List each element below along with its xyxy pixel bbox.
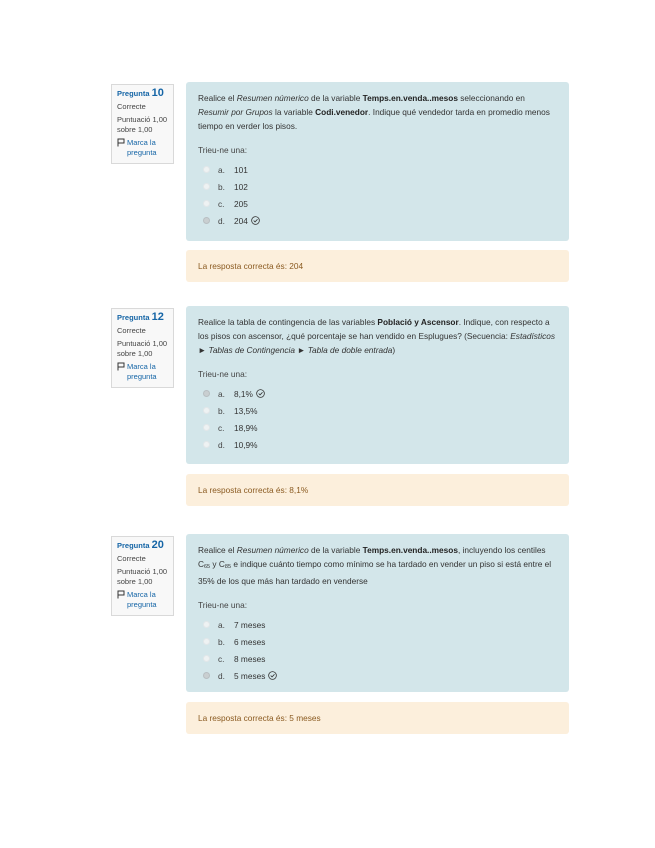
option-value: 7 meses [234, 619, 266, 630]
radio-button[interactable] [203, 441, 210, 448]
radio-button[interactable] [203, 655, 210, 662]
flag-icon [117, 138, 125, 147]
answer-option[interactable] [203, 195, 558, 212]
answer-option[interactable] [203, 436, 558, 453]
question-formulation [186, 306, 569, 464]
option-value: 13,5% [234, 405, 258, 416]
question-text: Realice el Resumen númerico de la variable Temps.en.venda..mesos seleccionando en Resumir por Grupos la variable Codi.venedor. Indique qué vendedor tarda en promedio menos tiempo en verder los pisos. [198, 93, 550, 131]
flag-question-link[interactable] [117, 362, 169, 382]
answer-option[interactable] [203, 402, 558, 419]
answer-option[interactable] [203, 667, 558, 684]
correct-answer-feedback: La resposta correcta és: 204 [186, 250, 569, 282]
flag-icon [117, 590, 125, 599]
option-value: 10,9% [234, 439, 258, 450]
correct-check-icon [251, 216, 260, 225]
option-letter: d. [218, 215, 225, 226]
question-text: Realice la tabla de contingencia de las variables Població y Ascensor. Indique, con respecto a los pisos con ascensor, ¿qué porcentaje se han vendido en Esplugues? (Secuencia: Estadísticos ► Tablas de Contingencia ► Tabla de doble entrada) [198, 317, 555, 355]
option-letter: c. [218, 653, 225, 664]
answer-option[interactable] [203, 650, 558, 667]
radio-button-selected[interactable] [203, 672, 210, 679]
answer-option[interactable] [203, 161, 558, 178]
radio-button[interactable] [203, 638, 210, 645]
question-number: Pregunta 10 [117, 87, 164, 99]
question-formulation [186, 534, 569, 692]
correct-check-icon [256, 389, 265, 398]
answer-prompt: Trieu-ne una: [198, 369, 248, 379]
question-text: Realice el Resumen númerico de la variable Temps.en.venda..mesos, incluyendo los centiles $C_{65}$ y $C_{85}$ e indique cuánto tiempo como mínimo se ha tardado en vender un piso si está entre el 35% de los que más han tardado en venderse [198, 545, 552, 586]
option-letter: c. [218, 198, 225, 209]
option-value: 101 [234, 164, 248, 175]
answer-option[interactable] [203, 616, 558, 633]
question-info [111, 84, 174, 164]
answer-options [203, 161, 558, 229]
question-grade: Puntuació 1,00 sobre 1,00 [117, 339, 168, 358]
question-info [111, 308, 174, 388]
correct-check-icon [268, 671, 277, 680]
answer-option[interactable] [203, 419, 558, 436]
option-letter: b. [218, 405, 225, 416]
answer-prompt: Trieu-ne una: [198, 145, 248, 155]
option-letter: b. [218, 181, 225, 192]
flag-label: Marca la pregunta [127, 362, 157, 381]
option-letter: b. [218, 636, 225, 647]
correct-answer-feedback: La resposta correcta és: 5 meses [186, 702, 569, 734]
radio-button[interactable] [203, 424, 210, 431]
question-number: Pregunta 12 [117, 311, 164, 323]
radio-button[interactable] [203, 621, 210, 628]
answer-options [203, 385, 558, 453]
answer-option[interactable] [203, 178, 558, 195]
answer-option[interactable] [203, 385, 558, 402]
option-value: 102 [234, 181, 248, 192]
option-letter: a. [218, 164, 225, 175]
option-value: 205 [234, 198, 248, 209]
option-letter: d. [218, 670, 225, 681]
question-info [111, 536, 174, 616]
question-state: Correcte [117, 326, 146, 335]
option-value: 5 meses [234, 670, 266, 681]
option-letter: a. [218, 388, 225, 399]
option-value: 8,1% [234, 388, 253, 399]
option-value: 204 [234, 215, 248, 226]
option-value: 18,9% [234, 422, 258, 433]
correct-answer-feedback: La resposta correcta és: 8,1% [186, 474, 569, 506]
flag-question-link[interactable] [117, 138, 169, 158]
flag-label: Marca la pregunta [127, 590, 157, 609]
option-letter: a. [218, 619, 225, 630]
option-letter: d. [218, 439, 225, 450]
question-number: Pregunta 20 [117, 539, 164, 551]
radio-button-selected[interactable] [203, 390, 210, 397]
answer-option[interactable] [203, 212, 558, 229]
flag-icon [117, 362, 125, 371]
question-state: Correcte [117, 102, 146, 111]
question-state: Correcte [117, 554, 146, 563]
question-formulation [186, 82, 569, 241]
radio-button[interactable] [203, 183, 210, 190]
radio-button-selected[interactable] [203, 217, 210, 224]
option-letter: c. [218, 422, 225, 433]
answer-options [203, 616, 558, 684]
option-value: 8 meses [234, 653, 266, 664]
answer-prompt: Trieu-ne una: [198, 600, 248, 610]
question-grade: Puntuació 1,00 sobre 1,00 [117, 115, 168, 134]
radio-button[interactable] [203, 200, 210, 207]
flag-question-link[interactable] [117, 590, 169, 610]
answer-option[interactable] [203, 633, 558, 650]
flag-label: Marca la pregunta [127, 138, 157, 157]
question-grade: Puntuació 1,00 sobre 1,00 [117, 567, 168, 586]
option-value: 6 meses [234, 636, 266, 647]
radio-button[interactable] [203, 166, 210, 173]
radio-button[interactable] [203, 407, 210, 414]
